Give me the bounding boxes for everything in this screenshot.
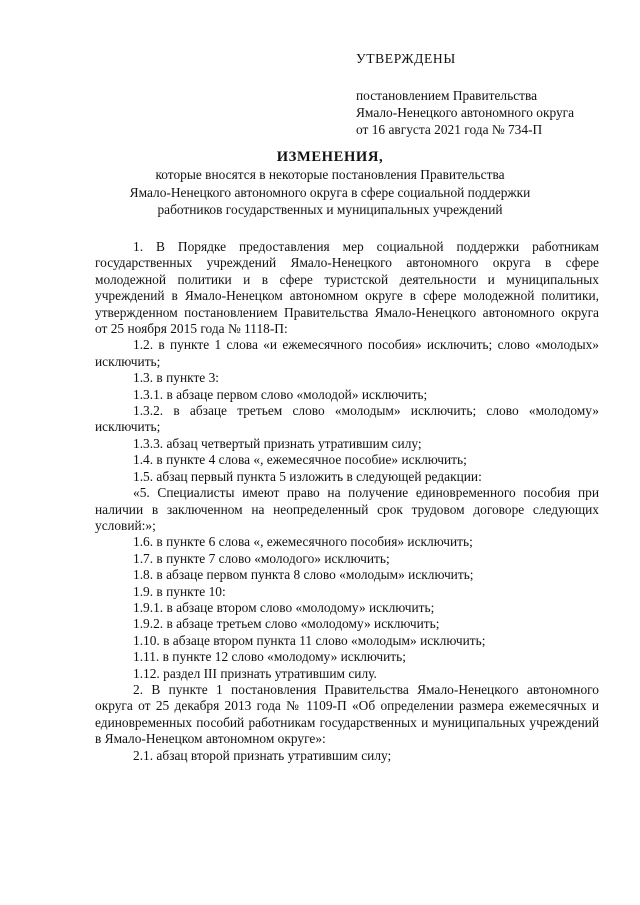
paragraph-quote-5: «5. Специалисты имеют право на получение единовременного пособия при наличии в заключенном на неопределенный срок трудовом договоре следующих условий:»; — [95, 485, 599, 533]
paragraph-1-9: 1.9. в пункте 10: — [133, 583, 226, 599]
approval-heading: УТВЕРЖДЕНЫ — [356, 51, 456, 66]
paragraph-1-8: 1.8. в абзаце первом пункта 8 слово «молодым» исключить; — [133, 567, 474, 583]
paragraph-1-3-3: 1.3.3. абзац четвертый признать утратившим силу; — [133, 435, 422, 451]
paragraph-1-3-2: 1.3.2. в абзаце третьем слово «молодым» исключить; слово «молодому» исключить; — [95, 403, 599, 435]
document-body — [95, 239, 599, 764]
document-title-block — [80, 148, 580, 219]
document-title: ИЗМЕНЕНИЯ, — [276, 149, 384, 165]
document-subtitle-line: работников государственных и муниципальных учреждений — [157, 202, 503, 217]
approval-line: Ямало-Ненецкого автономного округа — [356, 105, 575, 120]
document-subtitle-line: которые вносятся в некоторые постановления Правительства — [155, 167, 505, 182]
paragraph-1-11: 1.11. в пункте 12 слово «молодому» исключить; — [133, 649, 406, 665]
paragraph-1: 1. В Порядке предоставления мер социальной поддержки работникам государственных учреждений Ямало-Ненецкого автономного округа в сфере молодежной политики и в сфере туристской деятельности и муниципальных учреждений в Ямало-Ненецком автономном округе в сфере молодежной политики, утвержденном постановлением Правительства Ямало-Ненецкого автономного округа от 25 ноября 2015 года № 1118-П: — [95, 239, 599, 337]
approval-line: от 16 августа 2021 года № 734-П — [356, 122, 543, 137]
document-subtitle-line: Ямало-Ненецкого автономного округа в сфере социальной поддержки — [129, 184, 531, 200]
paragraph-1-9-1: 1.9.1. в абзаце втором слово «молодому» исключить; — [133, 599, 435, 615]
paragraph-1-10: 1.10. в абзаце втором пункта 11 слово «молодым» исключить; — [133, 632, 486, 648]
paragraph-1-5: 1.5. абзац первый пункта 5 изложить в следующей редакции: — [133, 468, 482, 484]
approval-block — [356, 51, 616, 138]
paragraph-1-6: 1.6. в пункте 6 слова «, ежемесячного пособия» исключить; — [133, 534, 473, 550]
paragraph-1-9-2: 1.9.2. в абзаце третьем слово «молодому» исключить; — [133, 616, 440, 632]
paragraph-2-1: 2.1. абзац второй признать утратившим силу; — [133, 747, 392, 763]
paragraph-1-3-1: 1.3.1. в абзаце первом слово «молодой» исключить; — [133, 386, 428, 402]
paragraph-1-12: 1.12. раздел III признать утратившим силу. — [133, 665, 377, 681]
paragraph-1-2: 1.2. в пункте 1 слова «и ежемесячного пособия» исключить; слово «молодых» исключить; — [95, 337, 599, 369]
approval-line: постановлением Правительства — [356, 88, 538, 103]
paragraph-1-7: 1.7. в пункте 7 слово «молодого» исключить; — [133, 550, 390, 566]
paragraph-1-4: 1.4. в пункте 4 слова «, ежемесячное пособие» исключить; — [133, 452, 467, 468]
paragraph-2: 2. В пункте 1 постановления Правительства Ямало-Ненецкого автономного округа от 25 декабря 2013 года № 1109-П «Об определении размера ежемесячных и единовременных пособий работникам государственных и муниципальных учреждений в Ямало-Ненецком автономном округе»: — [95, 681, 599, 747]
paragraph-1-3: 1.3. в пункте 3: — [133, 370, 220, 386]
